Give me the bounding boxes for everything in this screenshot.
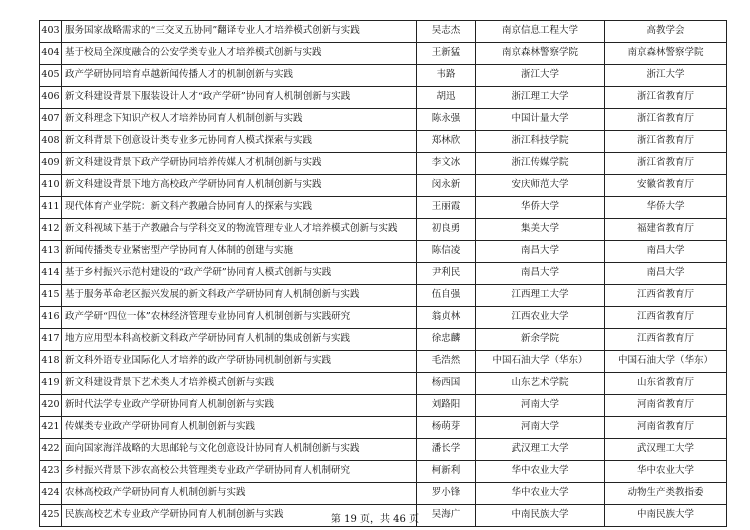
recommending-unit: 江西省教育厅 <box>605 285 727 307</box>
row-number: 406 <box>40 87 62 109</box>
recommending-unit: 安徽省教育厅 <box>605 175 727 197</box>
project-title: 新时代法学专业政产学研协同育人机制创新与实践 <box>62 395 417 417</box>
table-row <box>40 483 727 505</box>
table-row <box>40 175 727 197</box>
project-leader: 初良勇 <box>417 219 476 241</box>
table-row <box>40 87 727 109</box>
row-number: 420 <box>40 395 62 417</box>
row-number: 413 <box>40 241 62 263</box>
row-number: 411 <box>40 197 62 219</box>
recommending-unit: 中南民族大学 <box>605 505 727 527</box>
recommending-unit: 南京森林警察学院 <box>605 43 727 65</box>
lead-institution: 浙江科技学院 <box>476 131 605 153</box>
project-title: 民族高校艺术专业政产学研协同育人机制创新与实践 <box>62 505 417 527</box>
lead-institution: 南昌大学 <box>476 241 605 263</box>
project-leader: 尹利民 <box>417 263 476 285</box>
lead-institution: 山东艺术学院 <box>476 373 605 395</box>
project-leader: 罗小锋 <box>417 483 476 505</box>
project-title: 新文科背景下创意设计类专业多元协同育人模式探索与实践 <box>62 131 417 153</box>
project-title: 政产学研协同培育卓越新闻传播人才的机制创新与实践 <box>62 65 417 87</box>
lead-institution: 南京信息工程大学 <box>476 21 605 43</box>
table-row <box>40 43 727 65</box>
lead-institution: 江西理工大学 <box>476 285 605 307</box>
project-leader: 王丽霞 <box>417 197 476 219</box>
recommending-unit: 河南省教育厅 <box>605 417 727 439</box>
project-leader: 王新猛 <box>417 43 476 65</box>
lead-institution: 河南大学 <box>476 417 605 439</box>
lead-institution: 江西农业大学 <box>476 307 605 329</box>
row-number: 405 <box>40 65 62 87</box>
row-number: 410 <box>40 175 62 197</box>
project-leader: 刘路阳 <box>417 395 476 417</box>
lead-institution: 华侨大学 <box>476 197 605 219</box>
project-leader: 柯新利 <box>417 461 476 483</box>
row-number: 425 <box>40 505 62 527</box>
recommending-unit: 浙江大学 <box>605 65 727 87</box>
table-row <box>40 241 727 263</box>
recommending-unit: 南昌大学 <box>605 263 727 285</box>
row-number: 409 <box>40 153 62 175</box>
lead-institution: 中国石油大学（华东） <box>476 351 605 373</box>
recommending-unit: 福建省教育厅 <box>605 219 727 241</box>
table-row <box>40 395 727 417</box>
lead-institution: 新余学院 <box>476 329 605 351</box>
project-leader: 毛浩然 <box>417 351 476 373</box>
row-number: 407 <box>40 109 62 131</box>
recommending-unit: 浙江省教育厅 <box>605 131 727 153</box>
project-title: 基于校局全深度融合的公安学类专业人才培养模式创新与实践 <box>62 43 417 65</box>
recommending-unit: 高教学会 <box>605 21 727 43</box>
project-title: 乡村振兴背景下涉农高校公共管理类专业政产学研协同育人机制研究 <box>62 461 417 483</box>
project-title: 新文科视域下基于产教融合与学科交叉的物流管理专业人才培养模式创新与实践 <box>62 219 417 241</box>
project-title: 农林高校政产学研协同育人机制创新与实践 <box>62 483 417 505</box>
lead-institution: 南京森林警察学院 <box>476 43 605 65</box>
table-row <box>40 329 727 351</box>
project-title: 基于乡村振兴示范村建设的“政产学研”协同育人模式创新与实践 <box>62 263 417 285</box>
row-number: 421 <box>40 417 62 439</box>
lead-institution: 集美大学 <box>476 219 605 241</box>
table-body <box>40 21 727 527</box>
page-footer: 第 19 页，共 46 页 <box>330 514 420 525</box>
lead-institution: 武汉理工大学 <box>476 439 605 461</box>
recommending-unit: 浙江省教育厅 <box>605 87 727 109</box>
project-leader: 韦路 <box>417 65 476 87</box>
project-leader: 郑林欣 <box>417 131 476 153</box>
project-leader: 李文冰 <box>417 153 476 175</box>
row-number: 412 <box>40 219 62 241</box>
project-leader: 吴志杰 <box>417 21 476 43</box>
project-title: 现代体育产业学院：新文科产教融合协同育人的探索与实践 <box>62 197 417 219</box>
row-number: 423 <box>40 461 62 483</box>
project-title: 地方应用型本科高校新文科政产学研协同育人机制的集成创新与实践 <box>62 329 417 351</box>
project-title: 基于服务革命老区振兴发展的新文科政产学研协同育人机制创新与实践 <box>62 285 417 307</box>
recommending-unit: 河南省教育厅 <box>605 395 727 417</box>
recommending-unit: 武汉理工大学 <box>605 439 727 461</box>
table-row <box>40 417 727 439</box>
project-title: 服务国家战略需求的“三交叉五协同”翻译专业人才培养模式创新与实践 <box>62 21 417 43</box>
row-number: 424 <box>40 483 62 505</box>
row-number: 414 <box>40 263 62 285</box>
table-row <box>40 461 727 483</box>
table-row <box>40 153 727 175</box>
project-leader: 徐忠麟 <box>417 329 476 351</box>
project-title: 面向国家海洋战略的大思邮轮与文化创意设计协同育人机制创新与实践 <box>62 439 417 461</box>
row-number: 403 <box>40 21 62 43</box>
recommending-unit: 南昌大学 <box>605 241 727 263</box>
lead-institution: 中南民族大学 <box>476 505 605 527</box>
table-row <box>40 373 727 395</box>
project-leader: 伍自强 <box>417 285 476 307</box>
table-row <box>40 285 727 307</box>
table-row <box>40 263 727 285</box>
row-number: 416 <box>40 307 62 329</box>
table-row <box>40 219 727 241</box>
lead-institution: 华中农业大学 <box>476 483 605 505</box>
lead-institution: 浙江传媒学院 <box>476 153 605 175</box>
project-title: 传媒类专业政产学研协同育人机制创新与实践 <box>62 417 417 439</box>
lead-institution: 浙江理工大学 <box>476 87 605 109</box>
project-title: 新文科建设背景下艺术类人才培养模式创新与实践 <box>62 373 417 395</box>
project-title: 新文科建设背景下政产学研协同培养传媒人才机制创新与实践 <box>62 153 417 175</box>
row-number: 415 <box>40 285 62 307</box>
project-leader: 闵永新 <box>417 175 476 197</box>
row-number: 404 <box>40 43 62 65</box>
table-row <box>40 21 727 43</box>
project-table <box>39 20 727 527</box>
project-title: 新文科建设背景下服装设计人才“政产学研”协同育人机制创新与实践 <box>62 87 417 109</box>
project-title: 新闻传播类专业紧密型产学协同育人体制的创建与实施 <box>62 241 417 263</box>
project-leader: 杨西国 <box>417 373 476 395</box>
row-number: 418 <box>40 351 62 373</box>
table-row <box>40 351 727 373</box>
project-leader: 潘长学 <box>417 439 476 461</box>
lead-institution: 安庆师范大学 <box>476 175 605 197</box>
row-number: 422 <box>40 439 62 461</box>
recommending-unit: 华中农业大学 <box>605 461 727 483</box>
project-leader: 杨萌芽 <box>417 417 476 439</box>
project-leader: 胡迅 <box>417 87 476 109</box>
project-title: 政产学研“四位一体”农林经济管理专业协同育人机制创新与实践研究 <box>62 307 417 329</box>
lead-institution: 中国计量大学 <box>476 109 605 131</box>
row-number: 408 <box>40 131 62 153</box>
table-row <box>40 131 727 153</box>
lead-institution: 华中农业大学 <box>476 461 605 483</box>
project-leader: 陈永强 <box>417 109 476 131</box>
table-row <box>40 307 727 329</box>
project-title: 新文科建设背景下地方高校政产学研协同育人机制创新与实践 <box>62 175 417 197</box>
project-leader: 陈信凌 <box>417 241 476 263</box>
lead-institution: 浙江大学 <box>476 65 605 87</box>
project-title: 新文科理念下知识产权人才培养协同育人机制创新与实践 <box>62 109 417 131</box>
project-leader: 吴海广 <box>417 505 476 527</box>
table-row <box>40 65 727 87</box>
table-row <box>40 197 727 219</box>
recommending-unit: 动物生产类教指委 <box>605 483 727 505</box>
row-number: 419 <box>40 373 62 395</box>
recommending-unit: 山东省教育厅 <box>605 373 727 395</box>
recommending-unit: 浙江省教育厅 <box>605 153 727 175</box>
recommending-unit: 江西省教育厅 <box>605 307 727 329</box>
table-row <box>40 109 727 131</box>
recommending-unit: 中国石油大学（华东） <box>605 351 727 373</box>
row-number: 417 <box>40 329 62 351</box>
project-leader: 翁贞林 <box>417 307 476 329</box>
project-title: 新文科外语专业国际化人才培养的政产学研协同机制创新与实践 <box>62 351 417 373</box>
lead-institution: 河南大学 <box>476 395 605 417</box>
recommending-unit: 江西省教育厅 <box>605 329 727 351</box>
recommending-unit: 浙江省教育厅 <box>605 109 727 131</box>
table-row <box>40 439 727 461</box>
lead-institution: 南昌大学 <box>476 263 605 285</box>
recommending-unit: 华侨大学 <box>605 197 727 219</box>
